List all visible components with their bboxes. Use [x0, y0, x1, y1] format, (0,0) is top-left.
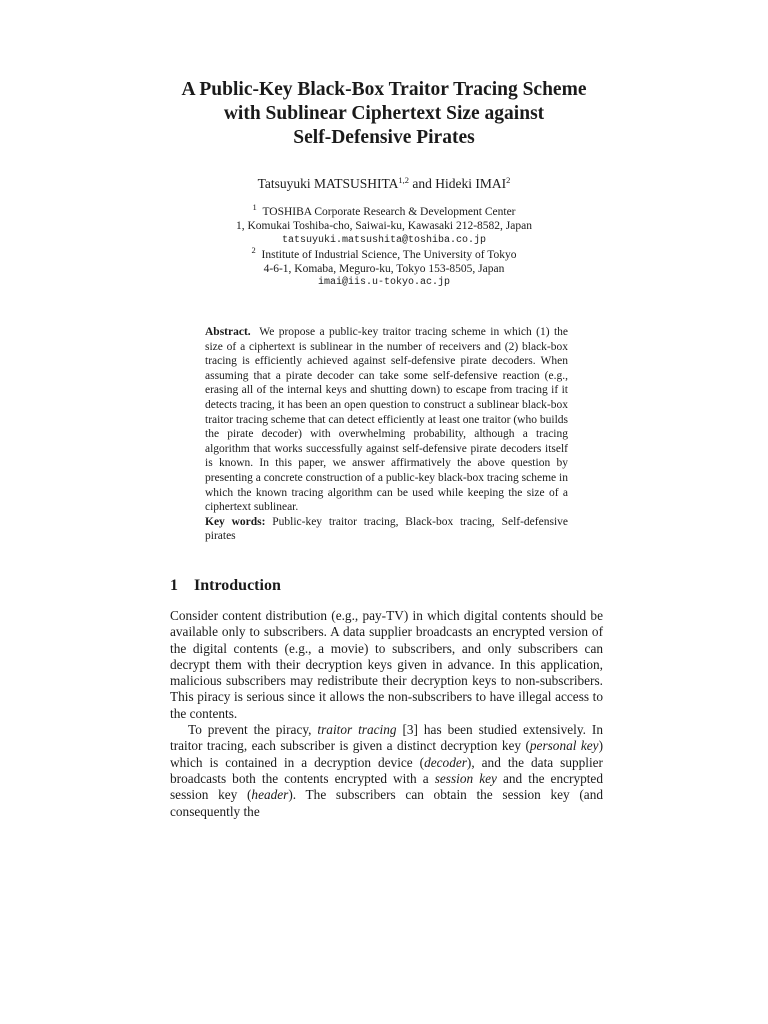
section-number: 1: [170, 577, 178, 594]
affiliation-org: [0, 202, 768, 219]
text-run: ). The subscribers can obtain the session key (and consequently the: [170, 787, 603, 819]
title-line: with Sublinear Ciphertext Size against: [223, 103, 545, 124]
author-name: Tatsuyuki MATSUSHITA: [257, 176, 399, 191]
abstract-paragraph: [205, 325, 568, 515]
affiliation-address: 1, Komukai Toshiba-cho, Saiwai-ku, Kawasaki 212-8582, Japan: [235, 220, 532, 233]
author-conjunction: and: [409, 176, 436, 191]
affiliation-mark: 2: [251, 244, 256, 255]
keywords-label: Key words:: [205, 515, 266, 528]
affiliation-org-name: TOSHIBA Corporate Research & Development Center: [262, 206, 516, 218]
section-heading: [170, 576, 281, 596]
section-body: [170, 608, 603, 820]
text-run-italic: traitor tracing: [317, 722, 397, 738]
affiliation-org: [0, 244, 768, 262]
keywords-text: Public-key traitor tracing, Black-box tracing, Self-defensive pirates: [205, 515, 568, 543]
author-affiliation-mark: 2: [506, 175, 511, 185]
author-name: Hideki IMAI: [435, 176, 507, 191]
affiliation-mark: 1: [252, 202, 257, 212]
text-run-italic: header: [251, 787, 289, 803]
text-run-italic: session key: [434, 770, 497, 786]
affiliation-email: imai@iis.u-tokyo.ac.jp: [317, 277, 451, 289]
body-paragraph: [170, 722, 603, 820]
abstract: [205, 325, 568, 544]
author-list: [0, 176, 768, 192]
paper-title: [0, 78, 768, 150]
title-line: Self-Defensive Pirates: [293, 127, 475, 148]
text-run: [3] has been studied extensively. In traitor tracing, each subscriber is given a distinct decryption key (: [170, 722, 604, 754]
affiliations: [0, 202, 768, 291]
affiliation-email: tatsuyuki.matsushita@toshiba.co.jp: [281, 234, 487, 246]
abstract-label: Abstract.: [205, 326, 251, 338]
affiliation-address: 4-6-1, Komaba, Meguro-ku, Tokyo 153-8505, Japan: [263, 263, 505, 276]
body-paragraph: Consider content distribution (e.g., pay-TV) in which digital contents should be available only to subscribers. A data supplier broadcasts an encrypted version of the digital contents (e.g., a movie) to subscribers, and only subscribers can decrypt them with their decryption keys given in advance. In this application, malicious subscribers may redistribute their decryption keys to non-subscribers. This piracy is serious since it allows the non-subscribers to have illegal access to the contents.: [170, 608, 603, 721]
author-affiliation-mark: 1,2: [398, 175, 410, 185]
keywords: [205, 515, 568, 544]
text-run: ) which is contained in a decryption device (: [170, 738, 603, 770]
text-run: and the encrypted session key (: [170, 770, 603, 803]
text-run-italic: personal key: [529, 738, 599, 754]
text-run-italic: decoder: [424, 754, 467, 770]
text-run: To prevent the piracy,: [188, 722, 318, 738]
section-title: Introduction: [194, 577, 281, 594]
text-run: ), and the data supplier broadcasts both the contents encrypted with a: [170, 754, 603, 786]
affiliation-org-name: Institute of Industrial Science, The University of Tokyo: [261, 248, 517, 261]
title-line: A Public-Key Black-Box Traitor Tracing Scheme: [181, 79, 587, 100]
abstract-text: We propose a public-key traitor tracing scheme in which (1) the size of a ciphertext is sublinear in the number of receivers and (2) black-box tracing is efficiently achieved against self-defensive pirate decoders. When assuming that a pirate decoder can take some self-defensive reaction (e.g., erasing all of the internal keys and shutting down) to escape from tracing if it detects tracing, it has been an open question to construct a sublinear black-box traitor tracing scheme that can detect efficiently at least one traitor (who builds the pirate decoder) with overwhelming probability, although a tracing algorithm that works successfully against self-defensive pirate decoders itself is known. In this paper, we answer affirmatively the above question by presenting a concrete construction of a public-key black-box tracing scheme in which the known tracing algorithm can be used while keeping the size of a ciphertext sublinear.: [205, 326, 568, 514]
